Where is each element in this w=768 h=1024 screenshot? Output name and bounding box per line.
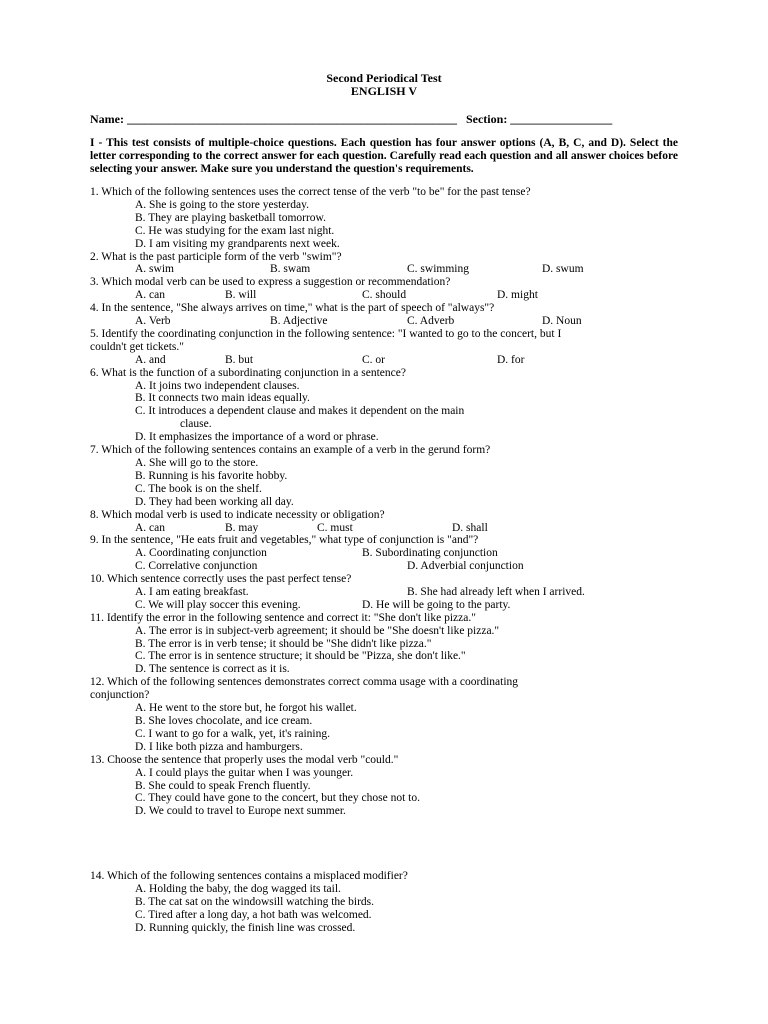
question-11: 11. Identify the error in the following sentence and correct it: "She don't like pizza." (90, 611, 476, 624)
option-14a: A. Holding the baby, the dog wagged its tail. (135, 883, 341, 896)
option-7d: D. They had been working all day. (135, 495, 294, 508)
option-11c: C. The error is in sentence structure; it should be "Pizza, she don't like." (135, 650, 466, 663)
question-6: 6. What is the function of a subordinating conjunction in a sentence? (90, 366, 406, 379)
option-4b: B. Adjective (270, 315, 328, 328)
option-11b: B. The error is in verb tense; it should be "She didn't like pizza." (135, 637, 432, 650)
question-13: 13. Choose the sentence that properly uses the modal verb "could." (90, 753, 399, 766)
options-row-4 (90, 315, 678, 328)
option-7c: C. The book is on the shelf. (135, 482, 262, 495)
option-9c: C. Correlative conjunction (135, 560, 258, 573)
name-section-row (90, 112, 678, 126)
option-1c: C. He was studying for the exam last night. (135, 224, 335, 237)
option-6d: D. It emphasizes the importance of a word or phrase. (135, 431, 379, 444)
option-7a: A. She will go to the store. (135, 456, 259, 469)
option-12d: D. I like both pizza and hamburgers. (135, 740, 303, 753)
question-list (90, 186, 678, 935)
question-7: 7. Which of the following sentences contains an example of a verb in the gerund form? (90, 444, 491, 457)
options-row-3 (90, 289, 678, 302)
option-2a: A. swim (135, 263, 174, 276)
option-4c: C. Adverb (407, 315, 455, 328)
option-12c: C. I want to go for a walk, yet, it's raining. (135, 727, 330, 740)
question-12-cont: conjunction? (90, 689, 150, 702)
question-14: 14. Which of the following sentences contains a misplaced modifier? (90, 870, 408, 883)
section-field: Section: _________________ (465, 112, 613, 126)
question-1: 1. Which of the following sentences uses the correct tense of the verb "to be" for the past tense? (90, 186, 531, 198)
options-row-9-1 (90, 547, 678, 560)
test-page (90, 72, 678, 935)
option-2d: D. swum (542, 263, 584, 276)
option-11d: D. The sentence is correct as it is. (135, 663, 290, 676)
option-8c: C. must (317, 521, 353, 534)
question-8: 8. Which modal verb is used to indicate necessity or obligation? (90, 508, 385, 521)
option-10b: B. She had already left when I arrived. (407, 585, 585, 598)
options-row-10-2 (90, 599, 678, 612)
options-row-10-1 (90, 586, 678, 599)
question-10: 10. Which sentence correctly uses the past perfect tense? (90, 573, 352, 586)
question-12: 12. Which of the following sentences demonstrates correct comma usage with a coordinating (90, 676, 519, 689)
option-14c: C. Tired after a long day, a hot bath was welcomed. (135, 908, 372, 921)
question-3: 3. Which modal verb can be used to express a suggestion or recommendation? (90, 276, 451, 289)
option-3b: B. will (225, 289, 257, 302)
options-row-5 (90, 354, 678, 367)
question-5-cont: couldn't get tickets." (90, 340, 184, 353)
option-9a: A. Coordinating conjunction (135, 547, 267, 560)
option-5a: A. and (135, 353, 166, 366)
option-8d: D. shall (452, 521, 488, 534)
option-3d: D. might (497, 289, 538, 302)
option-1d: D. I am visiting my grandparents next week. (135, 237, 340, 250)
test-title: Second Periodical Test (326, 71, 442, 85)
option-12b: B. She loves chocolate, and ice cream. (135, 715, 313, 728)
option-8b: B. may (225, 521, 259, 534)
option-5d: D. for (497, 353, 525, 366)
option-4a: A. Verb (135, 315, 171, 328)
option-3a: A. can (135, 289, 166, 302)
option-2b: B. swam (270, 263, 311, 276)
option-13b: B. She could to speak French fluently. (135, 779, 311, 792)
test-subject: ENGLISH V (350, 84, 418, 98)
option-6c: C. It introduces a dependent clause and makes it dependent on the main (135, 405, 465, 418)
option-10a: A. I am eating breakfast. (135, 585, 249, 598)
option-1a: A. She is going to the store yesterday. (135, 198, 309, 211)
option-11a: A. The error is in subject-verb agreement; it should be "She doesn't like pizza." (135, 624, 500, 637)
option-14b: B. The cat sat on the windowsill watching the birds. (135, 896, 375, 909)
option-6a: A. It joins two independent clauses. (135, 379, 300, 392)
option-3c: C. should (362, 289, 407, 302)
question-9: 9. In the sentence, "He eats fruit and vegetables," what type of conjunction is "and"? (90, 534, 479, 547)
option-9b: B. Subordinating conjunction (362, 547, 498, 560)
option-13c: C. They could have gone to the concert, but they chose not to. (135, 792, 420, 805)
option-5b: B. but (225, 353, 254, 366)
option-7b: B. Running is his favorite hobby. (135, 469, 288, 482)
question-5: 5. Identify the coordinating conjunction in the following sentence: "I wanted to go to the concert, but I (90, 327, 562, 340)
name-field: Name: _______________________________________________________ (90, 112, 457, 126)
option-1b: B. They are playing basketball tomorrow. (135, 211, 326, 224)
option-10d: D. He will be going to the party. (362, 598, 511, 611)
option-8a: A. can (135, 521, 166, 534)
option-2c: C. swimming (407, 263, 469, 276)
instructions: I - This test consists of multiple-choice questions. Each question has four answer options (A, B, C, and D). Select the letter corresponding to the correct answer for each question. Carefully read each question and all answer choices before selecting your answer. Make sure you understand the question's requirements. (90, 137, 678, 175)
options-row-8 (90, 522, 678, 535)
question-4: 4. In the sentence, "She always arrives on time," what is the part of speech of "always"? (90, 302, 495, 315)
options-row-9-2 (90, 560, 678, 573)
option-4d: D. Noun (542, 315, 582, 328)
option-14d: D. Running quickly, the finish line was crossed. (135, 921, 356, 934)
option-6b: B. It connects two main ideas equally. (135, 392, 310, 405)
option-6c-cont: clause. (180, 418, 212, 431)
option-13d: D. We could to travel to Europe next summer. (135, 805, 346, 818)
option-12a: A. He went to the store but, he forgot his wallet. (135, 702, 357, 715)
option-5c: C. or (362, 353, 385, 366)
option-13a: A. I could plays the guitar when I was younger. (135, 766, 354, 779)
options-row-2 (90, 263, 678, 276)
option-9d: D. Adverbial conjunction (407, 560, 524, 573)
page-gap (90, 818, 678, 870)
option-10c: C. We will play soccer this evening. (135, 598, 301, 611)
question-2: 2. What is the past participle form of the verb "swim"? (90, 250, 342, 263)
